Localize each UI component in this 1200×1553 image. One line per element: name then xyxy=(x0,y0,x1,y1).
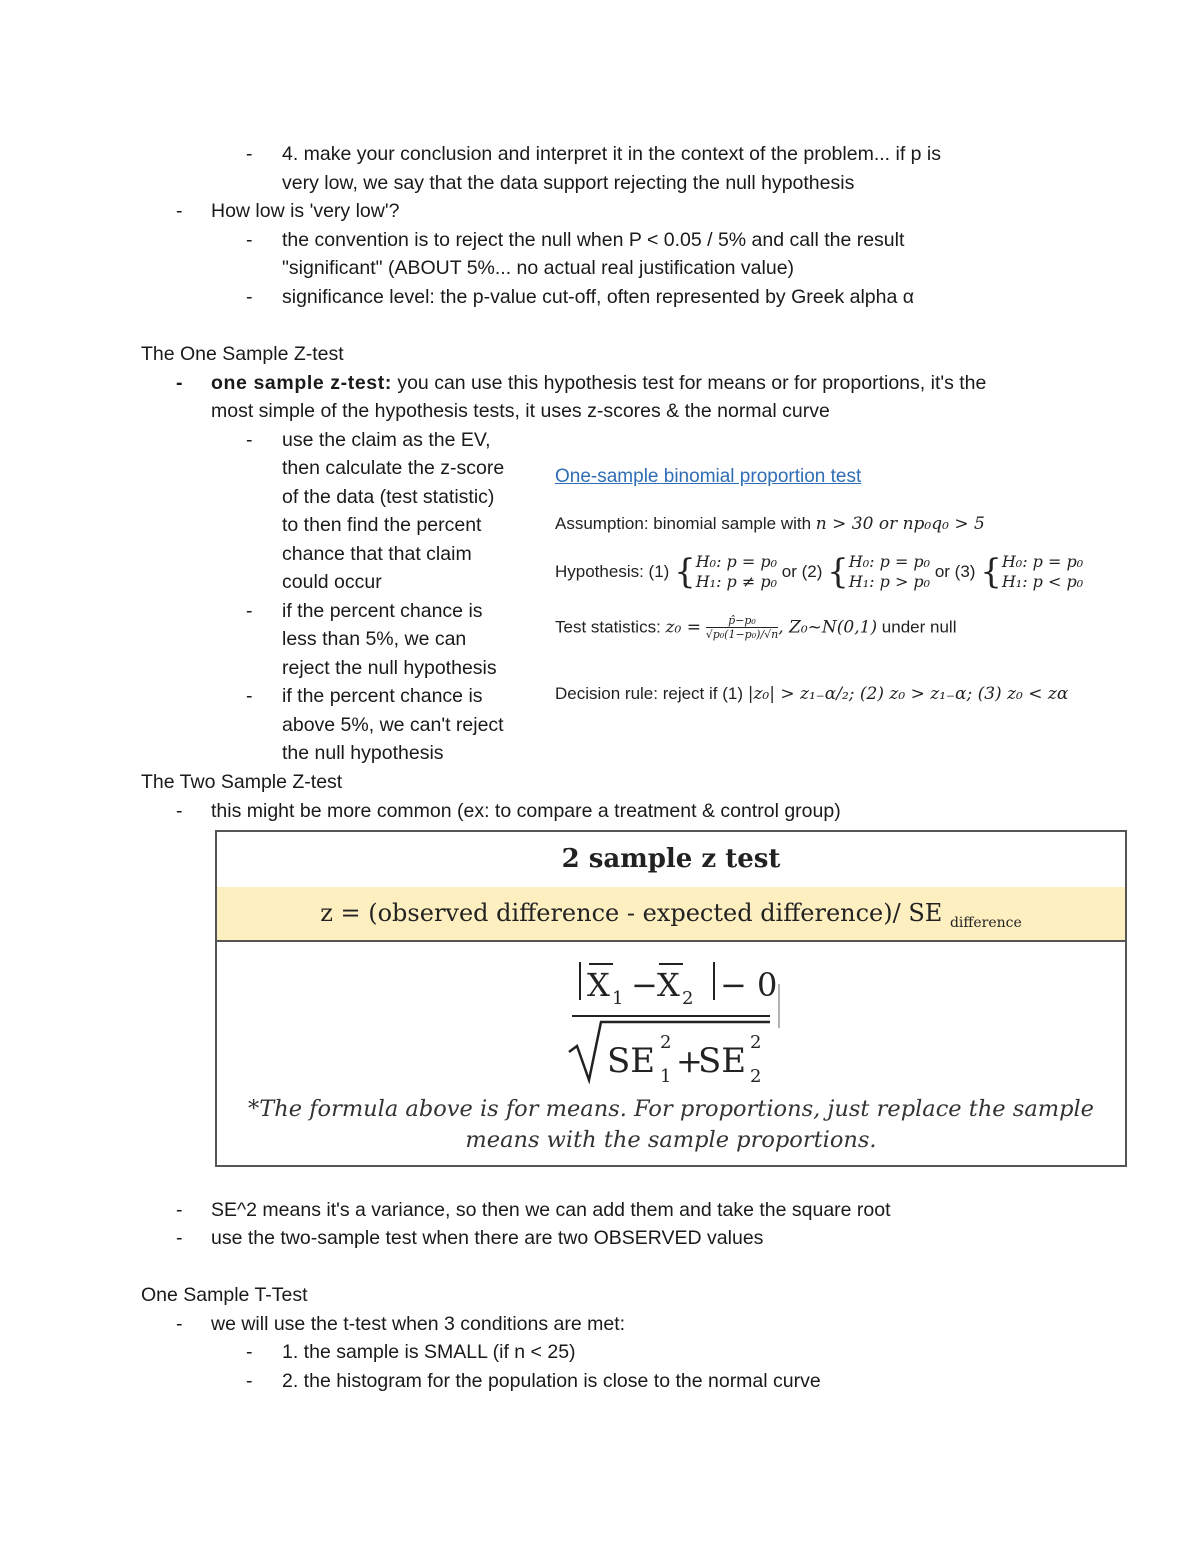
or-2: or (2) xyxy=(781,562,823,581)
one-sample-z-definition xyxy=(211,369,986,398)
z-box-title: 2 sample z test xyxy=(217,832,1125,889)
denominator-se-2: SE xyxy=(698,1041,747,1081)
test-tail: under null xyxy=(877,617,957,637)
h3-top: H₀: p = p₀ xyxy=(1001,552,1084,571)
numerator-sub-1: 1 xyxy=(612,988,624,1009)
bullet-dash: - xyxy=(246,286,253,308)
z-box-note-line-2: means with the sample proportions. xyxy=(465,1127,877,1153)
one-sample-z-heading: The One Sample Z-test xyxy=(141,343,344,365)
sub-line: could occur xyxy=(282,571,382,593)
two-sample-z-bullet: this might be more common (ex: to compare a treatment & control group) xyxy=(211,800,841,822)
numerator-minus: − xyxy=(631,966,658,1004)
t-test-condition-1: 1. the sample is SMALL (if n < 25) xyxy=(282,1341,576,1363)
test-rhs: , Z₀~N(0,1) xyxy=(778,617,878,638)
one-sample-z-definition-text: you can use this hypothesis test for means or for proportions, it's the xyxy=(391,372,987,394)
bullet-dash: - xyxy=(176,1227,183,1249)
sub-line: if the percent chance is xyxy=(282,600,483,622)
z-box-note-line-1: *The formula above is for means. For proportions, just replace the sample xyxy=(247,1096,1094,1122)
h2-bottom: H₁: p > p₀ xyxy=(848,572,931,591)
se-variance-bullet: SE^2 means it's a variance, so then we can add them and take the square root xyxy=(211,1199,891,1221)
denominator-sub-1: 1 xyxy=(660,1066,672,1087)
left-brace-icon: { xyxy=(980,552,1002,592)
hypothesis-2 xyxy=(849,552,930,592)
bullet-dash: - xyxy=(246,1341,253,1363)
hypothesis-3 xyxy=(1002,552,1083,592)
h2-top: H₀: p = p₀ xyxy=(848,552,931,571)
one-sample-z-term: one sample z-test: xyxy=(211,372,392,394)
bullet-dash: - xyxy=(246,1370,253,1392)
sub-line: then calculate the z-score xyxy=(282,457,505,479)
test-lhs: z₀ = xyxy=(665,617,701,638)
bullet-dash: - xyxy=(176,1199,183,1221)
test-label: Test statistics: xyxy=(555,617,661,637)
numerator-x1: X xyxy=(587,966,610,1004)
how-low-bullet: How low is 'very low'? xyxy=(211,200,400,222)
bullet-dash: - xyxy=(246,600,253,622)
bullet-dash: - xyxy=(246,229,253,251)
decision-label: Decision rule: reject if (1) xyxy=(555,684,744,703)
t-test-condition-2: 2. the histogram for the population is close to the normal curve xyxy=(282,1370,821,1392)
bullet-dash: - xyxy=(176,1313,183,1335)
binomial-figure-title: One-sample binomial proportion test xyxy=(555,466,862,487)
test-statistic-row xyxy=(555,614,956,641)
sub-line: chance that that claim xyxy=(282,543,472,565)
assumption-row xyxy=(555,514,985,534)
convention-bullet: the convention is to reject the null when P < 0.05 / 5% and call the result xyxy=(282,229,905,251)
numerator-minus-zero: − 0 xyxy=(720,966,778,1004)
two-sample-z-heading: The Two Sample Z-test xyxy=(141,771,343,793)
numerator-sub-2: 2 xyxy=(682,988,694,1009)
convention-bullet-cont: "significant" (ABOUT 5%... no actual real justification value) xyxy=(282,257,795,279)
z-box-formula-text: z = (observed difference - expected difference)/ SE xyxy=(320,899,943,927)
hypothesis-row xyxy=(555,552,1083,592)
test-fraction xyxy=(706,614,779,641)
left-brace-icon: { xyxy=(827,552,849,592)
two-sample-z-box xyxy=(215,830,1127,1167)
z-box-formula xyxy=(217,887,1125,942)
sub-line: if the percent chance is xyxy=(282,685,483,707)
sub-line: reject the null hypothesis xyxy=(282,657,497,679)
assumption-math: n > 30 or np₀q₀ > 5 xyxy=(815,514,985,534)
assumption-label: Assumption: binomial sample with xyxy=(555,514,812,533)
bullet-dash: - xyxy=(246,143,253,165)
numerator-x2: X xyxy=(657,966,680,1004)
z-box-note xyxy=(217,1094,1125,1156)
denominator-sub-2: 2 xyxy=(750,1066,762,1087)
sub-line: the null hypothesis xyxy=(282,742,444,764)
binomial-proportion-figure xyxy=(553,458,1113,728)
bullet-dash: - xyxy=(176,200,183,222)
sub-line: of the data (test statistic) xyxy=(282,486,495,508)
z-equation xyxy=(217,942,1125,1090)
denominator-se-1: SE xyxy=(607,1041,656,1081)
one-sample-t-heading: One Sample T-Test xyxy=(141,1284,308,1306)
sub-line: less than 5%, we can xyxy=(282,628,467,650)
bullet-dash: - xyxy=(176,372,183,394)
bullet-dash: - xyxy=(176,800,183,822)
bullet-dash: - xyxy=(246,685,253,707)
denominator-sup-1: 2 xyxy=(660,1032,672,1053)
conclusion-step-cont: very low, we say that the data support rejecting the null hypothesis xyxy=(282,172,855,194)
left-brace-icon: { xyxy=(674,552,696,592)
hypothesis-1 xyxy=(696,552,777,592)
test-denominator: √p₀(1−p₀)/√n xyxy=(705,628,779,641)
z-box-formula-subscript: difference xyxy=(949,914,1022,931)
t-test-conditions-bullet: we will use the t-test when 3 conditions are met: xyxy=(211,1313,626,1335)
h3-bottom: H₁: p < p₀ xyxy=(1001,572,1084,591)
denominator-sup-2: 2 xyxy=(750,1032,762,1053)
decision-row xyxy=(555,684,1068,704)
one-sample-z-definition-cont: most simple of the hypothesis tests, it uses z-scores & the normal curve xyxy=(211,400,830,422)
denominator-plus: + xyxy=(676,1042,703,1080)
decision-math: |z₀| > z₁₋α/₂; (2) z₀ > z₁₋α; (3) z₀ < zα xyxy=(747,684,1069,704)
two-sample-usage-bullet: use the two-sample test when there are two OBSERVED values xyxy=(211,1227,764,1249)
test-numerator: p̂−p₀ xyxy=(706,614,779,628)
z-equation-graphic xyxy=(217,942,1125,1090)
h1-bottom: H₁: p ≠ p₀ xyxy=(695,572,778,591)
h1-top: H₀: p = p₀ xyxy=(695,552,778,571)
significance-bullet: significance level: the p-value cut-off, often represented by Greek alpha α xyxy=(282,286,915,308)
or-3: or (3) xyxy=(934,562,976,581)
conclusion-step: 4. make your conclusion and interpret it in the context of the problem... if p is xyxy=(282,143,942,165)
hypothesis-label: Hypothesis: (1) xyxy=(555,562,670,581)
sub-line: to then find the percent xyxy=(282,514,482,536)
sub-line: use the claim as the EV, xyxy=(282,429,491,451)
sub-line: above 5%, we can't reject xyxy=(282,714,504,736)
bullet-dash: - xyxy=(246,429,253,451)
